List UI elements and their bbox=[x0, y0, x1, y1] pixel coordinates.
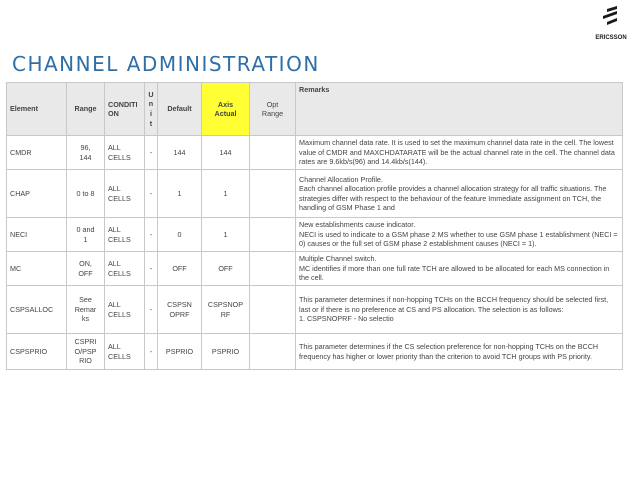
cell-unit: - bbox=[145, 286, 158, 334]
parameter-table bbox=[6, 82, 623, 370]
col-header-unit bbox=[145, 83, 158, 136]
header-row bbox=[7, 83, 623, 136]
logo-wordmark: ERICSSON bbox=[595, 35, 627, 41]
cell-element: CSPSALLOC bbox=[7, 286, 67, 334]
cell-range: 96, 144 bbox=[67, 136, 105, 170]
cell-element: MC bbox=[7, 252, 67, 286]
col-header-axis-actual bbox=[202, 83, 250, 136]
cell-default: PSPRIO bbox=[158, 334, 202, 370]
col-header-opt-range-text: Opt Range bbox=[261, 99, 284, 118]
cell-range: ON, OFF bbox=[67, 252, 105, 286]
page-title: CHANNEL ADMINISTRATION bbox=[12, 52, 320, 76]
cell-axis-actual: 144 bbox=[202, 136, 250, 170]
table-row bbox=[7, 252, 623, 286]
cell-condition: ALL CELLS bbox=[105, 286, 145, 334]
cell-unit: - bbox=[145, 218, 158, 252]
cell-element: NECI bbox=[7, 218, 67, 252]
table-row bbox=[7, 136, 623, 170]
col-header-condition bbox=[105, 83, 145, 136]
col-header-range: Range bbox=[67, 83, 105, 136]
table-row bbox=[7, 218, 623, 252]
cell-condition: ALL CELLS bbox=[105, 170, 145, 218]
cell-axis-actual: 1 bbox=[202, 170, 250, 218]
cell-condition: ALL CELLS bbox=[105, 252, 145, 286]
col-header-condition-text: CONDITI ON bbox=[108, 99, 138, 118]
cell-default: 1 bbox=[158, 170, 202, 218]
cell-opt-range bbox=[250, 334, 296, 370]
cell-opt-range bbox=[250, 218, 296, 252]
cell-opt-range bbox=[250, 252, 296, 286]
cell-range: CSPRI O/PSP RIO bbox=[67, 334, 105, 370]
cell-range: 0 and 1 bbox=[67, 218, 105, 252]
cell-element: CHAP bbox=[7, 170, 67, 218]
col-header-unit-text: U n i t bbox=[148, 89, 154, 128]
cell-axis-actual: CSPSNOP RF bbox=[202, 286, 250, 334]
ericsson-logo bbox=[590, 6, 632, 46]
cell-opt-range bbox=[250, 286, 296, 334]
cell-axis-actual: PSPRIO bbox=[202, 334, 250, 370]
cell-condition: ALL CELLS bbox=[105, 136, 145, 170]
table-row bbox=[7, 286, 623, 334]
col-header-remarks: Remarks bbox=[296, 83, 623, 136]
cell-remarks: This parameter determines if non-hopping TCHs on the BCCH frequency should be selected first, last or if there is no preference at CS and PS allocation. The selection is as follows: 1. CSPSNOPRF - No selectio bbox=[296, 286, 623, 334]
cell-range: See Remar ks bbox=[67, 286, 105, 334]
col-header-default: Default bbox=[158, 83, 202, 136]
cell-remarks: Channel Allocation Profile. Each channel allocation profile provides a channel allocation strategy for all traffic situations. The strategies differ with respect to the behaviour of the feature Immediate assignment on TCH, the handling of GSM Phase 1 and bbox=[296, 170, 623, 218]
cell-remarks: Multiple Channel switch. MC identifies if more than one full rate TCH are allowed to be allocated for each MS connection in the cell. bbox=[296, 252, 623, 286]
col-header-axis-actual-text: Axis Actual bbox=[214, 99, 237, 118]
cell-default: CSPSN OPRF bbox=[158, 286, 202, 334]
cell-remarks: This parameter determines if the CS selection preference for non-hopping TCHs on the BCCH frequency has higher or lower priority than the criterion to avoid TCH groups with PS priority. bbox=[296, 334, 623, 370]
cell-default: 0 bbox=[158, 218, 202, 252]
table-row bbox=[7, 170, 623, 218]
cell-condition: ALL CELLS bbox=[105, 218, 145, 252]
cell-default: 144 bbox=[158, 136, 202, 170]
cell-unit: - bbox=[145, 170, 158, 218]
cell-opt-range bbox=[250, 170, 296, 218]
cell-condition: ALL CELLS bbox=[105, 334, 145, 370]
cell-remarks: Maximum channel data rate. It is used to set the maximum channel data rate in the cell. The lowest value of CMDR and MAXCHDATARATE will be the actual channel rate in the cell. The channel data rates are 9.6kb/s(96) and 14.4kb/s(144). bbox=[296, 136, 623, 170]
cell-opt-range bbox=[250, 136, 296, 170]
cell-remarks: New establishments cause indicator. NECI is used to indicate to a GSM phase 2 MS whether to use GSM phase 1 establishment (NECI = 0) causes or the full set of GSM phase 2 establishment causes (NECI = 1). bbox=[296, 218, 623, 252]
cell-element: CSPSPRIO bbox=[7, 334, 67, 370]
cell-axis-actual: 1 bbox=[202, 218, 250, 252]
col-header-opt-range bbox=[250, 83, 296, 136]
cell-range: 0 to 8 bbox=[67, 170, 105, 218]
cell-axis-actual: OFF bbox=[202, 252, 250, 286]
table-row bbox=[7, 334, 623, 370]
col-header-element: Element bbox=[7, 83, 67, 136]
cell-unit: - bbox=[145, 334, 158, 370]
cell-unit: - bbox=[145, 252, 158, 286]
cell-default: OFF bbox=[158, 252, 202, 286]
cell-unit: - bbox=[145, 136, 158, 170]
cell-element: CMDR bbox=[7, 136, 67, 170]
